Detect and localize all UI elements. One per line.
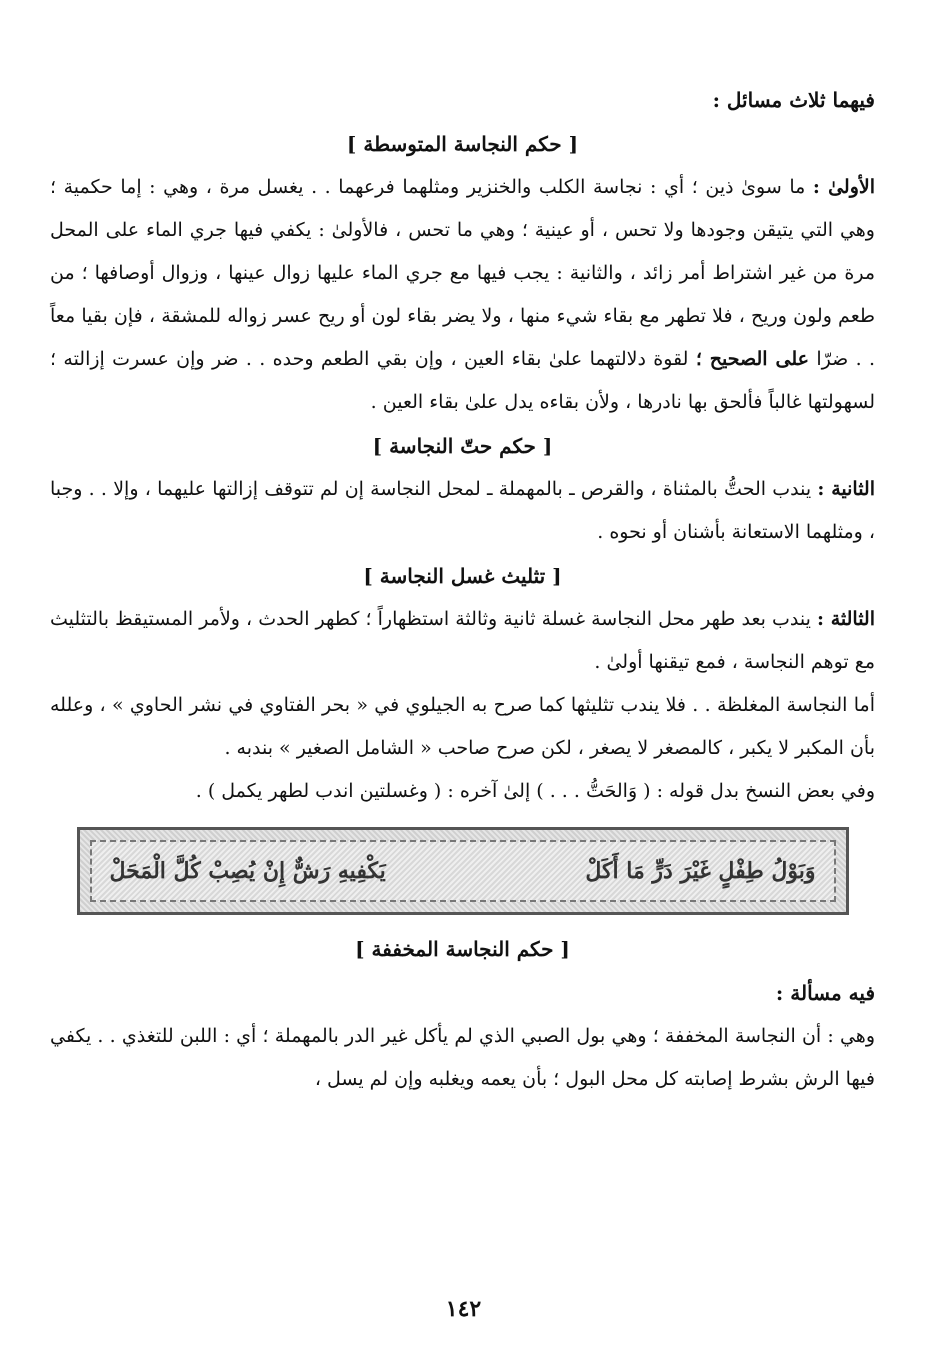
section-four-intro: فيه مسألة :: [775, 981, 875, 1005]
issue-label-third: الثالثة :: [817, 608, 875, 630]
page-number: ١٤٢: [445, 1296, 482, 1322]
paragraph-first-issue: [50, 166, 875, 424]
paragraph-first-body: ما سوىٰ ذين ؛ أي : نجاسة الكلب والخنزير ومثلهما فرعهما . . يغسل مرة ، وهي : إما حكمية ؛ وهي التي يتيقن وجودها ولا تحس ، أو عينية ؛ وهي ما تحس ، فالأولىٰ : يكفي فيها جري الماء على المحل مرة من غير اشتراط أمر زائد ، والثانية : يجب فيها مع جري الماء عليها زوال عينها ، وزوال أوصافها ؛ من طعم ولون وريح ، فلا تطهر مع بقاء شيء منها ، ولا يضر بقاء لون أو ريح عسر زواله للمشقة ، فإن بقيا معاً . . ضرّا: [50, 176, 876, 370]
paragraph-light-impurity: وهي : أن النجاسة المخففة ؛ وهي بول الصبي الذي لم يأكل غير الدر بالمهملة ؛ أي : اللبن للتغذي . . يكفي فيها الرش بشرط إصابته كل محل البول ؛ بأن يعمه ويغلبه وإن لم يسل ،: [50, 1025, 875, 1090]
paragraph-heavy-impurity: أما النجاسة المغلظة . . فلا يندب تثليثها كما صرح به الجيلوي في « بحر الفتاوي في نشر الحاوي » ، وعلله بأن المكبر لا يكبر ، كالمصغر لا يصغر ، لكن صرح صاحب « الشامل الصغير » بندبه .: [50, 694, 875, 759]
heading-medium-impurity: [ حكم النجاسة المتوسطة ]: [346, 132, 579, 156]
paragraph-first-emphasis: على الصحيح ؛: [695, 348, 809, 370]
page-content: [50, 78, 875, 1101]
paragraph-second-body: يندب الحتُّ بالمثناة ، والقرص ـ بالمهملة ـ لمحل النجاسة إن لم تتوقف إزالتها عليهما ، وإلا . . وجبا ، ومثلهما الاستعانة بأشنان أو نحوه .: [50, 478, 875, 543]
issue-label-second: الثانية :: [817, 478, 876, 500]
verse-line: [90, 840, 836, 902]
heading-triple-washing: [ تثليث غسل النجاسة ]: [363, 564, 562, 588]
paragraph-alternate-versions: وفي بعض النسخ بدل قوله : ( وَالحَتُّ . . . ) إلىٰ آخره : ( وغسلتين اندب لطهر يكمل ) .: [195, 780, 875, 802]
section-intro: فيهما ثلاث مسائل :: [712, 88, 875, 112]
paragraph-second-issue: [50, 468, 875, 554]
paragraph-third-issue: [50, 598, 875, 684]
paragraph-third-body: يندب بعد طهر محل النجاسة غسلة ثانية وثالثة استظهاراً ؛ كطهر الحدث ، ولأمر المستيقظ بالتثليث مع توهم النجاسة ، فمع تيقنها أولىٰ .: [50, 608, 875, 673]
verse-hemistich-left: يَكْفِيهِ رَشٌّ إِنْ يُصِبْ كُلَّ الْمَحَلْ: [109, 858, 386, 884]
verse-frame: [77, 827, 849, 915]
heading-light-impurity: [ حكم النجاسة المخففة ]: [355, 937, 570, 961]
issue-label-first: الأولىٰ :: [812, 176, 875, 198]
verse-hemistich-right: وَبَوْلُ طِفْلٍ غَيْرَ دَرٍّ مَا أَكَلْ: [585, 858, 816, 884]
heading-scraping-impurity: [ حكم حتّ النجاسة ]: [372, 434, 553, 458]
paragraph-first-tail: لقوة دلالتهما علىٰ بقاء العين ، وإن بقي الطعم وحده . . ضر وإن عسرت إزالته ؛ لسهولتها غالباً فألحق بها نادرها ، ولأن بقاءه يدل علىٰ بقاء العين .: [50, 348, 875, 413]
